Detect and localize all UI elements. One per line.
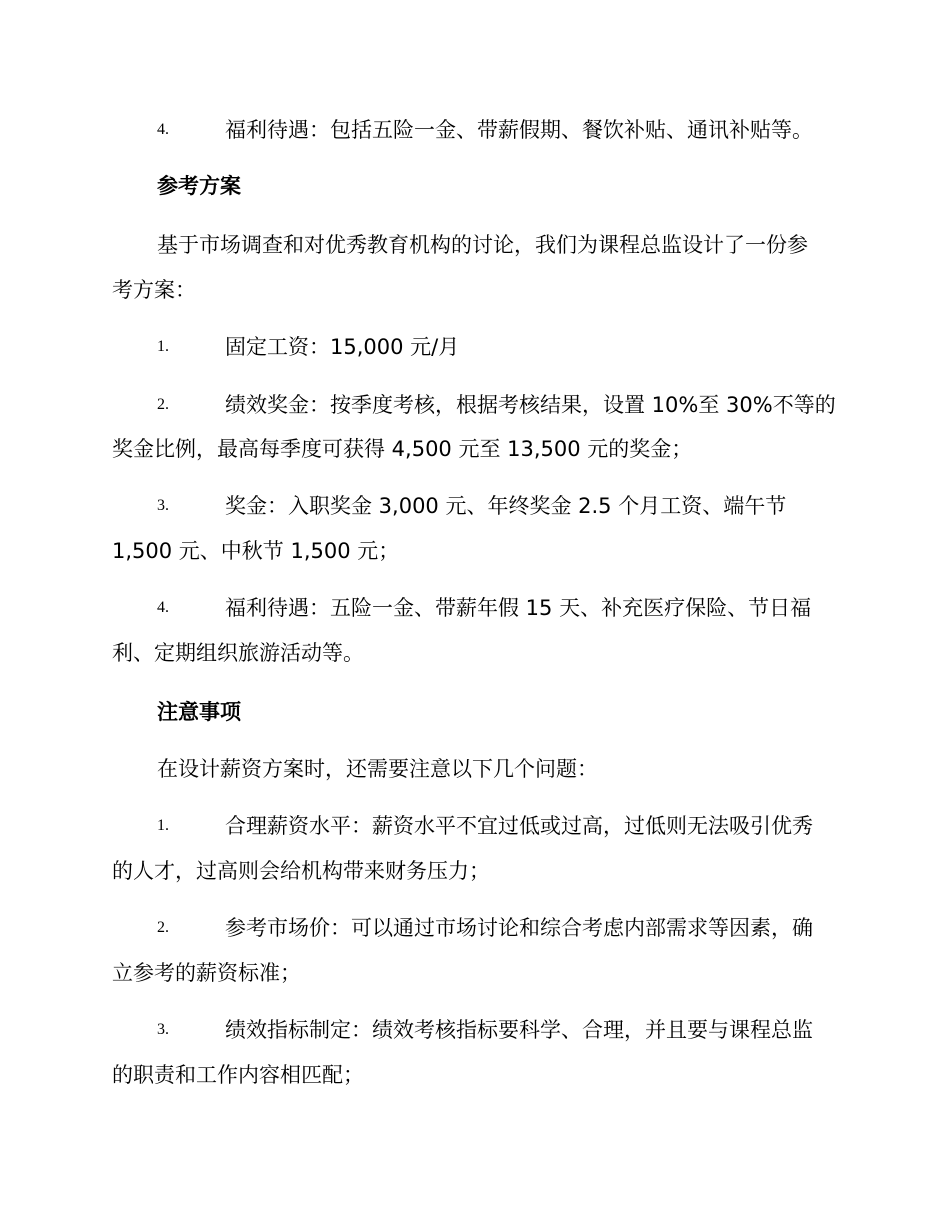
section-heading-notes: 注意事项 — [157, 700, 241, 724]
list-item-text: 绩效奖金：按季度考核，根据考核结果，设置 10%至 30%不等的 — [225, 393, 836, 417]
list-number: 1. — [157, 817, 169, 834]
list-item-text: 福利待遇：五险一金、带薪年假 15 天、补充医疗保险、节日福 — [225, 596, 812, 620]
list-number: 2. — [157, 396, 169, 413]
list-number: 4. — [157, 599, 169, 616]
list-item-text: 合理薪资水平：薪资水平不宜过低或过高，过低则无法吸引优秀 — [225, 814, 813, 838]
list-item-text: 参考市场价：可以通过市场讨论和综合考虑内部需求等因素，确 — [225, 916, 813, 940]
list-item-text: 固定工资：15,000 元/月 — [225, 335, 460, 359]
list-number: 2. — [157, 919, 169, 936]
list-item-text-continued: 的人才，过高则会给机构带来财务压力； — [112, 859, 490, 883]
section-heading-reference-plan: 参考方案 — [157, 174, 241, 198]
list-number: 4. — [157, 121, 169, 138]
paragraph-line: 在设计薪资方案时，还需要注意以下几个问题： — [157, 757, 598, 781]
list-item-text: 福利待遇：包括五险一金、带薪假期、餐饮补贴、通讯补贴等。 — [225, 118, 813, 142]
list-number: 3. — [157, 1021, 169, 1038]
list-item-text-continued: 1,500 元、中秋节 1,500 元； — [112, 539, 400, 563]
list-item-text-continued: 立参考的薪资标准； — [112, 961, 301, 985]
list-number: 3. — [157, 497, 169, 514]
paragraph-line: 基于市场调查和对优秀教育机构的讨论，我们为课程总监设计了一份参 — [157, 233, 808, 257]
list-item-text-continued: 的职责和工作内容相匹配； — [112, 1063, 364, 1087]
list-item-text-continued: 奖金比例，最高每季度可获得 4,500 元至 13,500 元的奖金； — [112, 437, 693, 461]
paragraph-line: 考方案： — [112, 278, 196, 302]
list-item-text-continued: 利、定期组织旅游活动等。 — [112, 641, 364, 665]
list-item-text: 奖金：入职奖金 3,000 元、年终奖金 2.5 个月工资、端午节 — [225, 494, 787, 518]
list-item-text: 绩效指标制定：绩效考核指标要科学、合理，并且要与课程总监 — [225, 1018, 813, 1042]
list-number: 1. — [157, 338, 169, 355]
